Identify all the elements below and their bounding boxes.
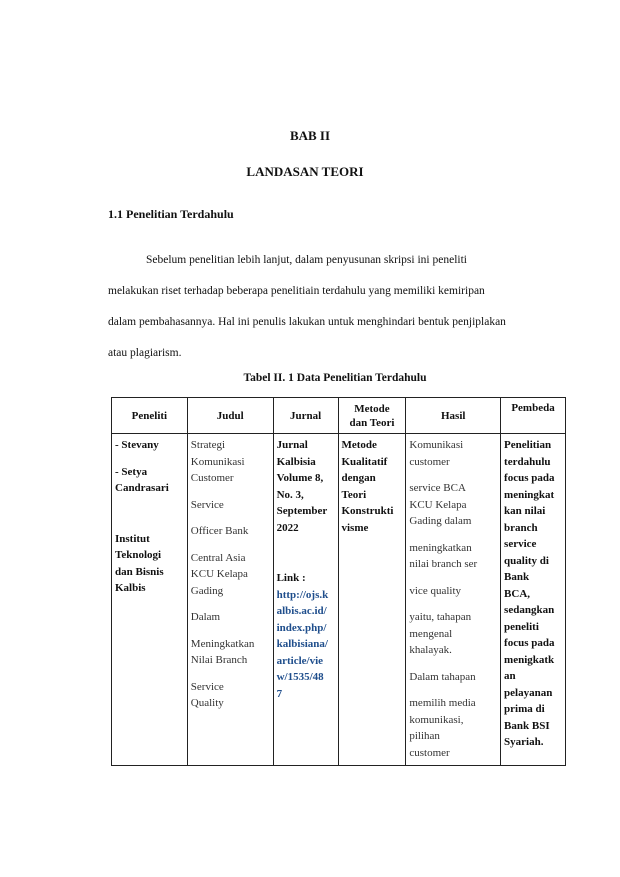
cell-line: Service — [190, 498, 224, 511]
cell-line: KCU Kelapa — [409, 498, 467, 511]
paragraph-line: dalam pembahasannya. Hal ini penulis lakukan untuk menghindari bentuk penjiplakan — [108, 316, 506, 328]
cell-line: Teknologi — [115, 549, 162, 561]
chapter-number: BAB II — [289, 128, 331, 143]
chapter-title: LANDASAN TEORI — [246, 164, 364, 179]
cell-line: Syariah. — [504, 736, 544, 748]
cell-line: khalayak. — [409, 644, 452, 656]
cell-hasil — [406, 434, 501, 766]
cell-line: peneliti — [504, 620, 539, 633]
cell-line: Gading dalam — [409, 515, 472, 527]
header-peneliti: Peneliti — [112, 398, 188, 434]
cell-line: Komunikasi — [409, 439, 464, 451]
cell-line: Central Asia — [190, 551, 246, 564]
cell-line: meningkatkan — [409, 541, 472, 554]
cell-judul — [187, 434, 273, 766]
table-caption: Tabel II. 1 Data Penelitian Terdahulu — [243, 372, 427, 384]
cell-line: Kualitatif — [341, 455, 388, 468]
cell-line: mengenal — [409, 627, 453, 640]
research-table — [111, 397, 566, 766]
cell-line: customer — [409, 746, 450, 759]
header-jurnal: Jurnal — [273, 398, 338, 434]
cell-line: index.php/ — [276, 621, 327, 634]
cell-line: focus pada — [504, 472, 555, 484]
cell-line: Teori — [341, 488, 367, 501]
cell-line: KCU Kelapa — [190, 568, 248, 580]
cell-line: Jurnal — [276, 439, 308, 451]
cell-line: Kalbis — [115, 582, 146, 594]
cell-line: Kalbisia — [276, 455, 316, 468]
cell-line: an — [504, 670, 516, 682]
cell-line: Penelitian — [504, 439, 552, 451]
cell-line: prima di — [504, 703, 545, 715]
table-row — [112, 434, 566, 766]
cell-line: memilih media — [409, 697, 476, 709]
header-judul: Judul — [187, 398, 273, 434]
cell-line: article/vie — [276, 654, 324, 667]
paragraph-line: Sebelum penelitian lebih lanjut, dalam penyusunan skripsi ini peneliti — [146, 254, 467, 266]
paragraph-line: melakukan riset terhadap beberapa penelitiain terdahulu yang memiliki kemiripan — [108, 285, 485, 297]
cell-line: http://ojs.k — [276, 588, 329, 601]
section-heading: 1.1 Penelitian Terdahulu — [108, 207, 234, 221]
header-metode: Metode dan Teori — [338, 398, 406, 434]
cell-line: menigkatk — [504, 653, 555, 666]
cell-line: customer — [409, 455, 450, 468]
cell-line: Metode — [341, 439, 377, 451]
cell-line: komunikasi, — [409, 713, 464, 726]
header-hasil: Hasil — [406, 398, 501, 434]
cell-line: Dalam tahapan — [409, 670, 476, 683]
cell-line: Quality — [190, 697, 224, 709]
cell-line: Service — [190, 680, 224, 693]
cell-pembeda — [501, 434, 566, 766]
cell-line: service BCA — [409, 482, 466, 494]
paragraph-line: atau plagiarism. — [108, 347, 182, 359]
cell-line: Officer Bank — [190, 525, 249, 537]
cell-line: quality di — [504, 554, 549, 567]
cell-line: Bank — [504, 571, 530, 583]
cell-line: 7 — [276, 687, 283, 700]
cell-line: Komunikasi — [190, 455, 245, 468]
table-header-row — [112, 398, 566, 434]
cell-line: Bank BSI — [504, 719, 550, 732]
cell-line: Nilai Branch — [190, 654, 248, 666]
header-pembeda: Pembeda — [501, 398, 566, 434]
cell-line: Meningkatkan — [190, 637, 255, 650]
cell-line: nilai branch ser — [409, 558, 478, 570]
cell-line: Gading — [190, 584, 224, 597]
cell-line: meningkat — [504, 488, 555, 501]
cell-line: - Stevany — [115, 439, 159, 451]
cell-line: kan nilai — [504, 505, 546, 517]
cell-line: dengan — [341, 472, 376, 484]
cell-line: sedangkan — [504, 604, 555, 616]
cell-line: Volume 8, — [276, 472, 324, 484]
cell-metode — [338, 434, 406, 766]
cell-line: Strategi — [190, 439, 226, 451]
cell-line: visme — [341, 521, 369, 534]
journal-link[interactable] — [277, 587, 335, 703]
cell-line: Konstrukti — [341, 505, 394, 517]
intro-paragraph — [108, 245, 548, 369]
cell-line: pilihan — [409, 730, 440, 742]
cell-line: - Setya — [115, 465, 148, 478]
cell-line: terdahulu — [504, 455, 551, 468]
cell-line: yaitu, tahapan — [409, 611, 472, 623]
cell-line: w/1535/48 — [276, 671, 324, 683]
cell-line: Customer — [190, 472, 234, 484]
cell-line: Link : — [276, 572, 306, 584]
cell-line: kalbisiana/ — [276, 638, 328, 650]
cell-line: Candrasari — [115, 482, 169, 494]
cell-line: September — [276, 505, 328, 517]
cell-line: dan Bisnis — [115, 565, 164, 578]
cell-peneliti — [112, 434, 188, 766]
cell-line: BCA, — [504, 587, 531, 600]
cell-jurnal — [273, 434, 338, 766]
cell-line: albis.ac.id/ — [276, 605, 327, 617]
cell-line: No. 3, — [276, 488, 304, 501]
cell-line: pelayanan — [504, 686, 553, 699]
cell-line: Dalam — [190, 611, 221, 623]
cell-line: Institut — [115, 532, 150, 545]
cell-line: vice quality — [409, 584, 461, 597]
cell-line: branch — [504, 521, 538, 534]
cell-line: focus pada — [504, 637, 555, 649]
cell-line: 2022 — [276, 521, 299, 534]
cell-line: service — [504, 538, 537, 550]
